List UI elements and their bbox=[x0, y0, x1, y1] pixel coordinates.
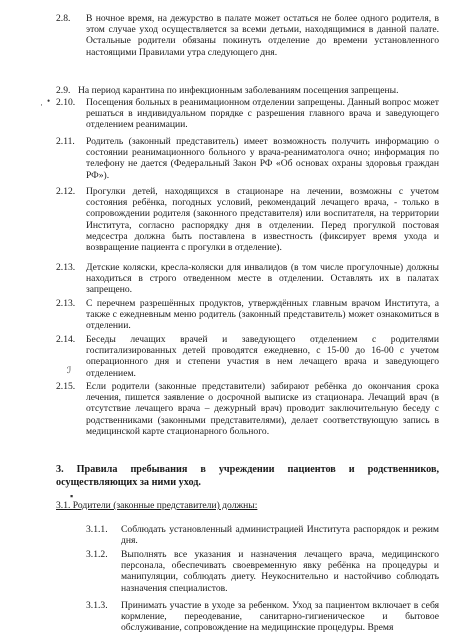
item-text: В ночное время, на дежурство в палате может остаться не более одного родителя, в этом случае уход осуществляется за всеми детьми, находящимися в данной палате. Остальные родители обязаны покинуть отделение до времени установленного настоящими Правилами утра следующего дня. bbox=[86, 13, 439, 58]
item-number: 2.8. bbox=[56, 13, 71, 24]
margin-mark: · bbox=[40, 100, 43, 110]
margin-mark: • bbox=[47, 96, 51, 106]
item-text: Выполнять все указания и назначения лечащего врача, медицинского персонала, обеспечивать своевременную явку ребёнка на процедуры и манипуляции, соблюдать диету. Неукоснительно и настойчиво соблюдать назначения специалистов. bbox=[121, 549, 439, 594]
subsection-heading: 3.1. Родители (законные представители) должны: bbox=[56, 500, 258, 511]
section-heading-text: 3. Правила пребывания в учреждении пациентов и родственников, осуществляющих за ними уход. bbox=[56, 464, 439, 488]
item-number: 2.13. bbox=[56, 262, 76, 273]
item-number: 2.13. bbox=[56, 298, 76, 309]
item-text: Прогулки детей, находящихся в стационаре на лечении, возможны с учетом состояния ребёнка, погодных условий, рекомендаций лечащего врача, - только в сопровождении родителя (законного представителя) или воспитателя, на территории Института, согласно распорядку дня в отделении. Перед прогулкой постовая медсестра должна быть поставлена в известность (фиксирует время ухода и возвращение пациента с прогулки в отделение). bbox=[86, 186, 439, 254]
item-number: 3.1.1. bbox=[86, 524, 108, 535]
margin-mark: ▪ bbox=[70, 491, 74, 501]
item-text: Посещения больных в реанимационном отделении запрещены. Данный вопрос может решаться в индивидуальном порядке с разрешения главного врача и заведующего отделением реанимации. bbox=[86, 97, 439, 131]
item-number: 3.1.2. bbox=[86, 549, 108, 560]
item-text: Если родители (законные представители) забирают ребёнка до окончания срока лечения, пишется заявление о досрочной выписке из стационара. Лечащий врач (в отсутствие лечащего врача – дежурный врач) проводит заключительную беседу с родственниками (законными представителями), делает соответствующую запись в медицинской карте стационарного больного. bbox=[86, 381, 439, 437]
item-text: Соблюдать установленный администрацией Института распорядок и режим дня. bbox=[121, 524, 439, 547]
item-number: 2.9. bbox=[56, 85, 71, 96]
item-number: 2.15. bbox=[56, 381, 76, 392]
item-text: С перечнем разрешённых продуктов, утверждённых главным врачом Института, а также с ежедневным меню родитель (законный представитель) может ознакомиться в отделении. bbox=[86, 298, 439, 332]
item-text: Родитель (законный представитель) имеет возможность получить информацию о состоянии реанимационного больного у врача-реаниматолога очно; информация по телефону не дается (Федеральный Закон РФ «Об основах охраны здоровья граждан РФ»). bbox=[86, 136, 439, 181]
item-text: Принимать участие в уходе за ребенком. Уход за пациентом включает в себя кормление, переодевание, санитарно-гигиеническое и бытовое обслуживание, сопровождение на медицинские процедуры. Время bbox=[121, 600, 439, 634]
item-text: На период карантина по инфекционным заболеваниям посещения запрещены. bbox=[78, 85, 399, 96]
item-text: Детские коляски, кресла-коляски для инвалидов (в том числе прогулочные) должны находиться в строго отведенном месте в отделении. Оставлять их в палатах запрещено. bbox=[86, 262, 439, 296]
margin-mark: ℐ bbox=[67, 365, 72, 375]
item-text: Беседы лечащих врачей и заведующего отделением с родителями госпитализированных детей проводятся ежедневно, с 15-00 до 16-00 с учетом операционного дня и степени участия в нем лечащего врача и заведующего отделением. bbox=[86, 334, 439, 379]
item-number: 2.11. bbox=[56, 136, 75, 147]
item-number: 2.12. bbox=[56, 186, 76, 197]
item-number: 2.10. bbox=[56, 97, 76, 108]
item-number: 3.1.3. bbox=[86, 600, 108, 611]
item-number: 2.14. bbox=[56, 334, 76, 345]
